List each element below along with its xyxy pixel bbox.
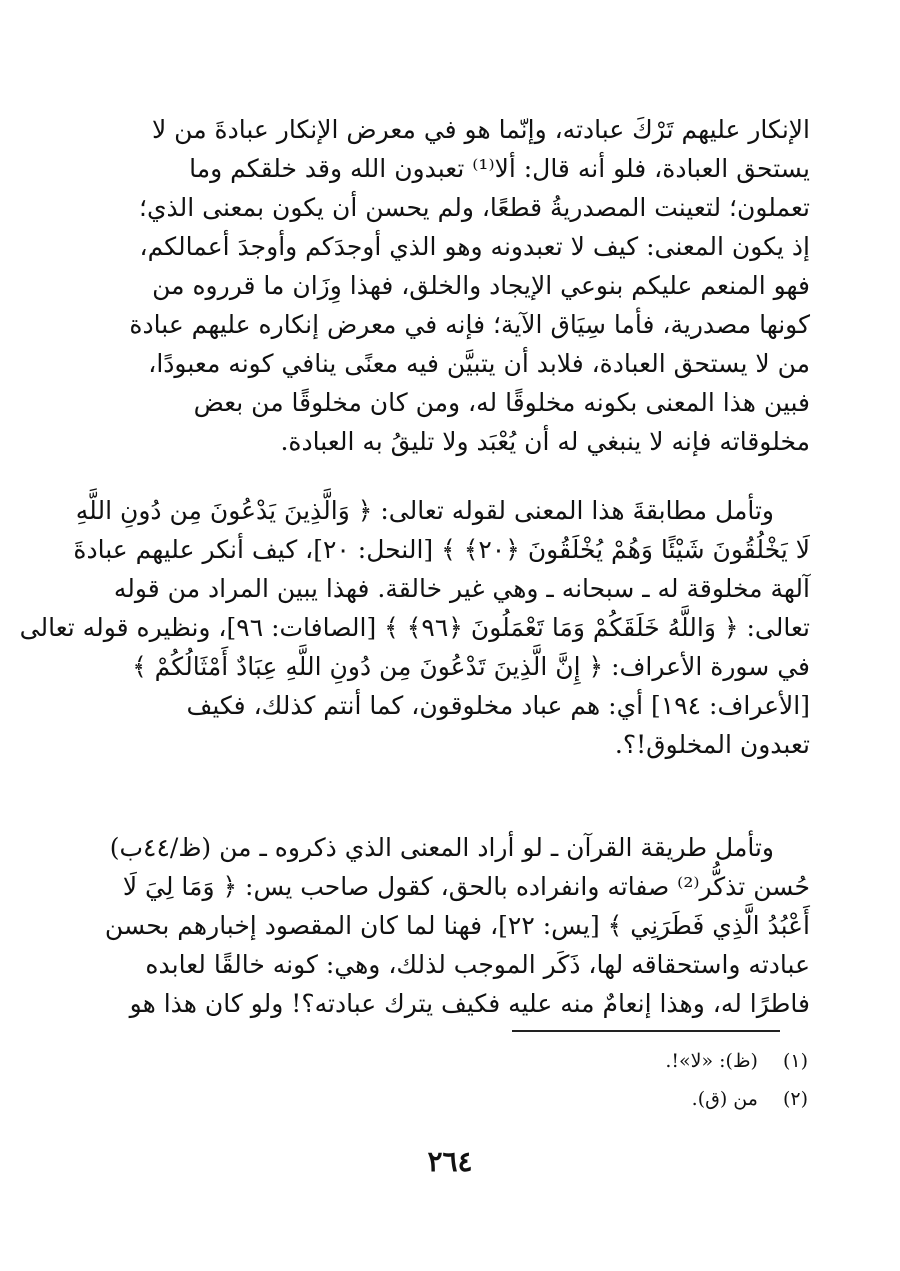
footnote (408, 1042, 808, 1080)
text-line: فاطرًا له، وهذا إنعامٌ منه عليه فكيف يترك عبادته؟! ولو كان هذا هو (129, 989, 810, 1018)
text-line: الإنكار عليهم تَرْكَ عبادته، وإنّما هو في معرض الإنكار عبادةَ من لا (151, 115, 810, 144)
footnote-text: من (ق). (691, 1088, 758, 1110)
text-line: تعبدون المخلوق!؟. (614, 730, 810, 759)
text-line: حُسن تذكُّر⁽²⁾ صفاته وانفراده بالحق، كقول صاحب يس: ﴿ وَمَا لِيَ لَا (122, 872, 810, 901)
text-line: وتأمل مطابقةَ هذا المعنى لقوله تعالى: ﴿ وَالَّذِينَ يَدْعُونَ مِن دُونِ اللَّهِ (75, 496, 774, 525)
text-line: كونها مصدرية، فأما سِيَاق الآية؛ فإنه في معرض إنكاره عليهم عبادة (129, 310, 810, 339)
paragraph-1 (88, 110, 810, 461)
text-line: أَعْبُدُ الَّذِي فَطَرَنِي ﴾ [يس: ٢٢]، فهنا لما كان المقصود إخبارهم بحسن (104, 911, 810, 940)
text-line: عبادته واستحقاقه لها، ذَكَر الموجب لذلك، وهي: كونه خالقًا لعابده (145, 950, 810, 979)
text-line: آلهة مخلوقة له ـ سبحانه ـ وهي غير خالقة. فهذا يبين المراد من قوله (113, 574, 810, 603)
text-line: فهو المنعم عليكم بنوعي الإيجاد والخلق، فهذا وِزَان ما قرروه من (152, 271, 810, 300)
text-line: تعالى: ﴿ وَاللَّهُ خَلَقَكُمْ وَمَا تَعْمَلُونَ ﴿٩٦﴾ ﴾ [الصافات: ٩٦]، ونظيره قوله تعالى (19, 613, 810, 642)
footnote-divider (512, 1030, 780, 1032)
text-line: تعملون؛ لتعينت المصدريةُ قطعًا، ولم يحسن أن يكون بمعنى الذي؛ (139, 193, 810, 222)
text-line: يستحق العبادة، فلو أنه قال: ألا⁽¹⁾ تعبدون الله وقد خلقكم وما (189, 154, 810, 183)
text-line: فبين هذا المعنى بكونه مخلوقًا له، ومن كان مخلوقًا من بعض (193, 388, 810, 417)
footnotes (408, 1042, 808, 1118)
text-line: [الأعراف: ١٩٤] أي: هم عباد مخلوقون، كما أنتم كذلك، فكيف (186, 691, 810, 720)
paragraph-2 (19, 491, 810, 764)
text-line: لَا يَخْلُقُونَ شَيْئًا وَهُمْ يُخْلَقُونَ ﴿٢٠﴾ ﴾ [النحل: ٢٠]، كيف أنكر عليهم عبادةَ (73, 535, 810, 564)
text-line: مخلوقاته فإنه لا ينبغي له أن يُعْبَد ولا تليقُ به العبادة. (280, 427, 810, 456)
footnote-text: (ظ): «لا»!. (665, 1050, 758, 1072)
text-line: في سورة الأعراف: ﴿ إِنَّ الَّذِينَ تَدْعُونَ مِن دُونِ اللَّهِ عِبَادٌ أَمْثَالُكُمْ ﴾ (132, 652, 810, 681)
footnote-number: (١) (782, 1050, 808, 1072)
text-line: وتأمل طريقة القرآن ـ لو أراد المعنى الذي ذكروه ـ من (ظ/٤٤ب) (109, 833, 774, 862)
text-line: من لا يستحق العبادة، فلابد أن يتبيَّن فيه معنًى ينافي كونه معبودًا، (148, 349, 810, 378)
footnote-number: (٢) (782, 1088, 808, 1110)
footnote (408, 1080, 808, 1118)
text-line: إذ يكون المعنى: كيف لا تعبدونه وهو الذي أوجدَكم وأوجدَ أعمالكم، (139, 232, 810, 261)
paragraph-3 (88, 828, 810, 1023)
page-number: ٢٦٤ (427, 1145, 473, 1178)
